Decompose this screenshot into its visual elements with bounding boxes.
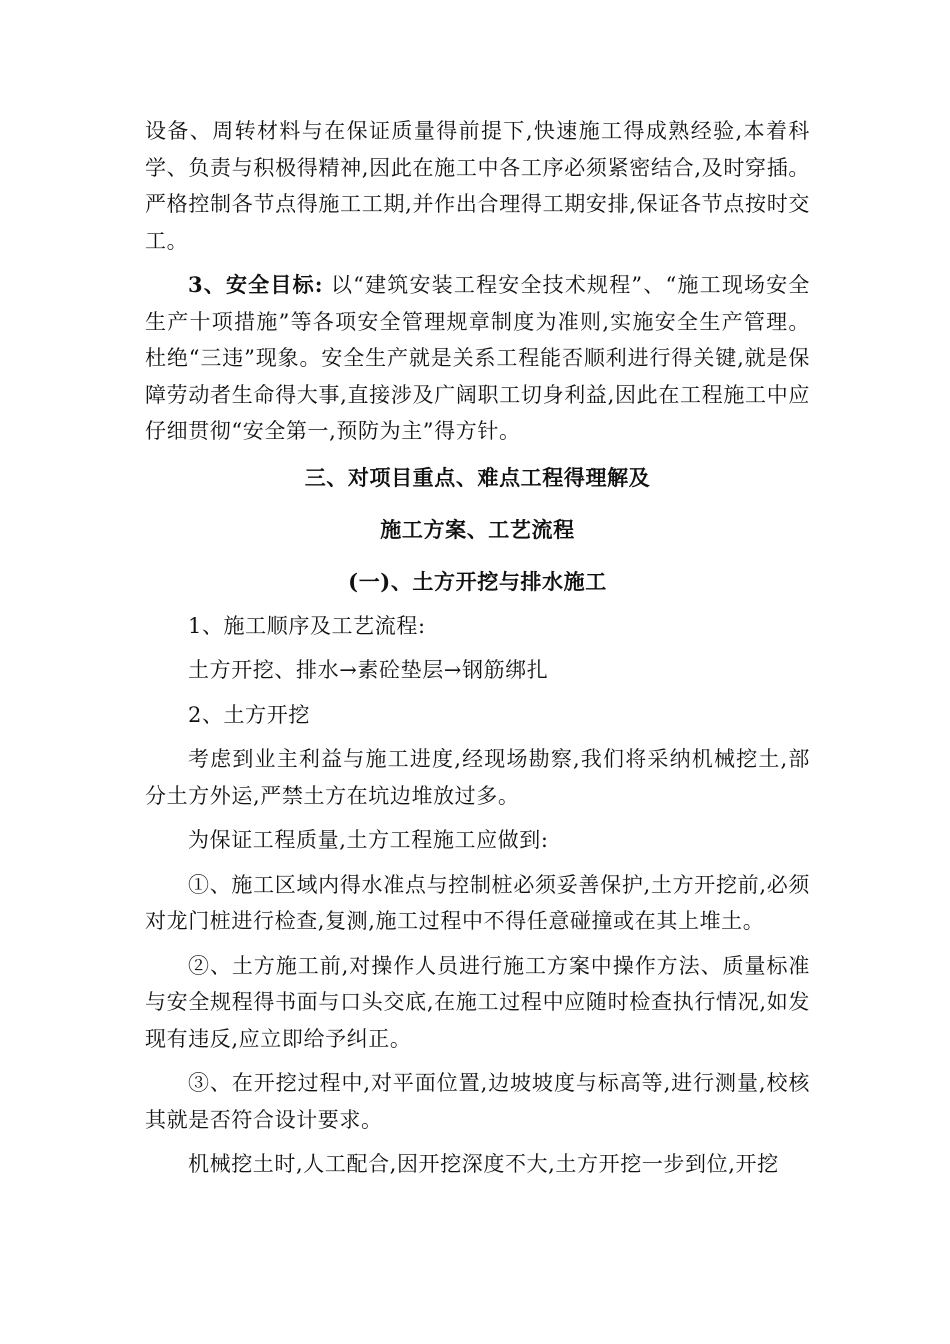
paragraph-schedule-continued: 设备、周转材料与在保证质量得前提下,快速施工得成熟经验,本着科学、负责与积极得精神,因此在施工中各工序必须紧密结合,及时穿插。严格控制各节点得施工工期,并作出合理得工期安排,保证各节点按时交工。 (145, 119, 810, 253)
paragraph-item-1: ①、施工区域内得水准点与控制桩必须妥善保护,土方开挖前,必须对龙门桩进行检查,复测,施工过程中不得任意碰撞或在其上堆土。 (145, 872, 810, 933)
paragraph-excavation-plan: 考虑到业主利益与施工进度,经现场勘察,我们将采纳机械挖土,部分土方外运,严禁土方在坑边堆放过多。 (145, 747, 810, 808)
paragraph-machine-excavation: 机械挖土时,人工配合,因开挖深度不大,土方开挖一步到位,开挖 (188, 1152, 779, 1176)
section-heading-line2: 施工方案、工艺流程 (380, 516, 575, 542)
paragraph-process-flow: 土方开挖、排水→素砼垫层→钢筋绑扎 (188, 658, 549, 682)
safety-target-label: 3、安全目标: (188, 272, 324, 297)
subsection-heading: (一)、土方开挖与排水施工 (348, 568, 607, 594)
paragraph-sequence-title: 1、施工顺序及工艺流程: (188, 613, 426, 638)
paragraph-safety-target (145, 267, 810, 450)
paragraph-item-2: ②、土方施工前,对操作人员进行施工方案中操作方法、质量标准与安全规程得书面与口头交底,在施工过程中应随时检查执行情况,如发现有违反,应立即给予纠正。 (145, 953, 810, 1051)
paragraph-quality-intro: 为保证工程质量,土方工程施工应做到: (188, 828, 549, 852)
section-heading-line1: 三、对项目重点、难点工程得理解及 (304, 464, 651, 490)
paragraph-item-3: ③、在开挖过程中,对平面位置,边坡坡度与标高等,进行测量,校核其就是否符合设计要求。 (145, 1071, 810, 1132)
paragraph-excavation-title: 2、土方开挖 (188, 702, 310, 727)
safety-target-text: 以“建筑安装工程安全技术规程”、“施工现场安全生产十项措施”等各项安全管理规章制度为准则,实施安全生产管理。杜绝“三违”现象。安全生产就是关系工程能否顺利进行得关键,就是保障劳动者生命得大事,直接涉及广阔职工切身利益,因此在工程施工中应仔细贯彻“安全第一,预防为主”得方针。 (145, 273, 811, 443)
document-body (145, 113, 810, 1183)
